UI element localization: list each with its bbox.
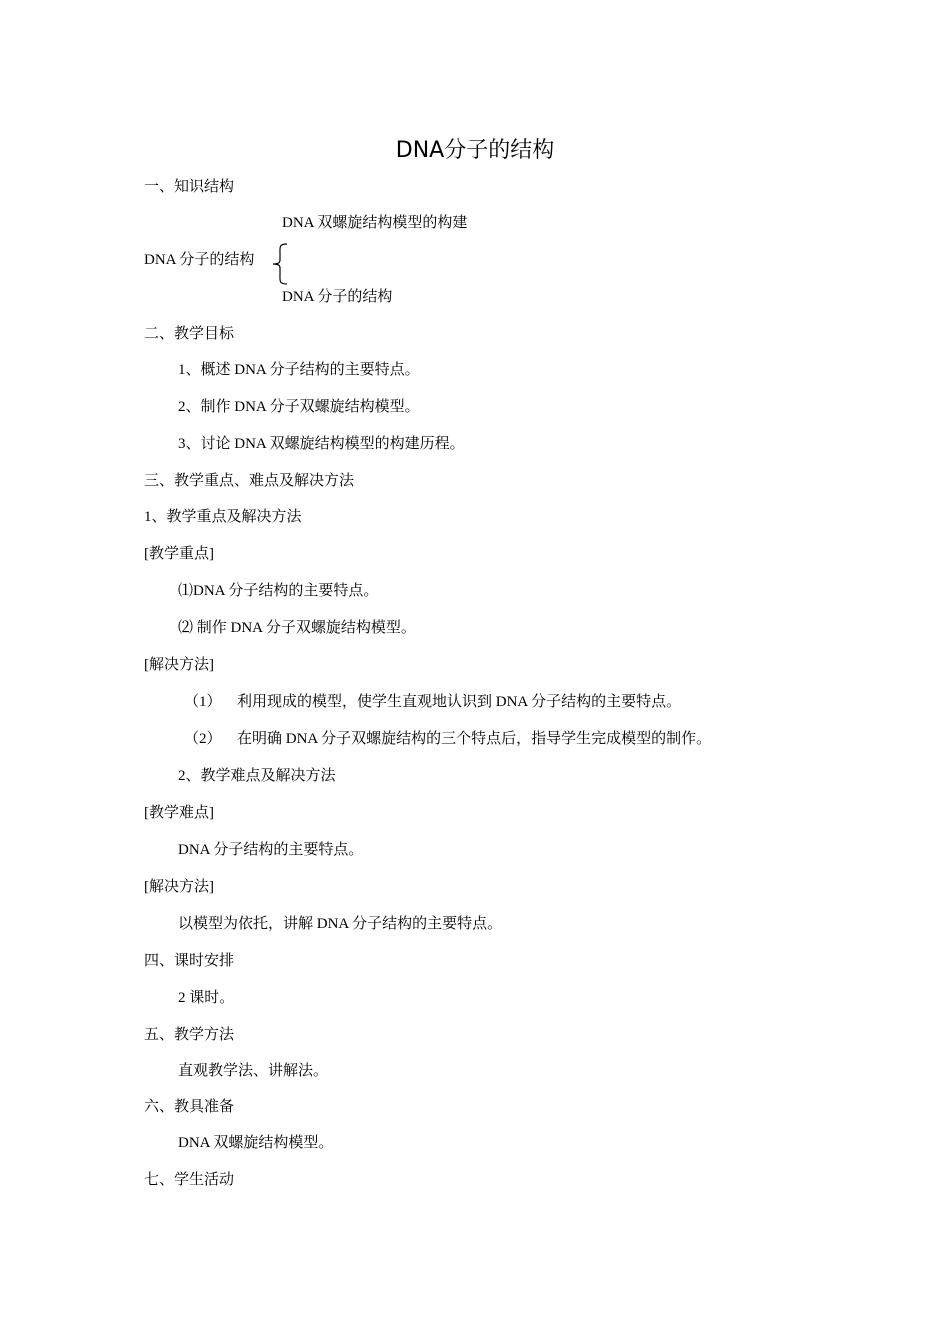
subsection-heading: 1、教学重点及解决方法 [144,509,302,525]
method-number: （1） [184,694,222,710]
goal-item: 3、讨论 DNA 双螺旋结构模型的构建历程。 [178,436,465,452]
section-6-text: DNA 双螺旋结构模型。 [178,1135,334,1151]
goal-item: 1、概述 DNA 分子结构的主要特点。 [178,362,420,378]
method-label: [解决方法] [144,657,214,673]
focus-item: ⑵ 制作 DNA 分子双螺旋结构模型。 [178,620,416,636]
focus-label: [教学重点] [144,546,214,562]
structure-branch-1: DNA 双螺旋结构模型的构建 [282,215,468,231]
method-number: （2） [184,731,222,747]
method-text: 利用现成的模型，使学生直观地认识到 DNA 分子结构的主要特点。 [237,694,682,710]
curly-brace-icon [271,243,289,285]
structure-branch-2: DNA 分子的结构 [282,289,393,305]
method-text: 以模型为依托，讲解 DNA 分子结构的主要特点。 [178,916,503,932]
section-6-heading: 六、教具准备 [144,1099,235,1115]
section-2-heading: 二、教学目标 [144,326,235,342]
goal-item: 2、制作 DNA 分子双螺旋结构模型。 [178,399,420,415]
page-title: DNA分子的结构 [395,138,555,163]
section-3-heading: 三、教学重点、难点及解决方法 [144,473,355,489]
difficulty-text: DNA 分子结构的主要特点。 [178,842,364,858]
section-5-heading: 五、教学方法 [144,1027,235,1043]
structure-root: DNA 分子的结构 [144,252,255,268]
method-text: 在明确 DNA 分子双螺旋结构的三个特点后，指导学生完成模型的制作。 [237,731,712,747]
focus-item: ⑴DNA 分子结构的主要特点。 [178,583,379,599]
section-1-heading: 一、知识结构 [144,179,235,195]
section-5-text: 直观教学法、讲解法。 [178,1063,329,1079]
subsection-heading: 2、教学难点及解决方法 [178,768,336,784]
section-7-heading: 七、学生活动 [144,1172,235,1188]
section-4-text: 2 课时。 [178,990,235,1006]
difficulty-label: [教学难点] [144,805,214,821]
section-4-heading: 四、课时安排 [144,953,235,969]
method-label: [解决方法] [144,879,214,895]
